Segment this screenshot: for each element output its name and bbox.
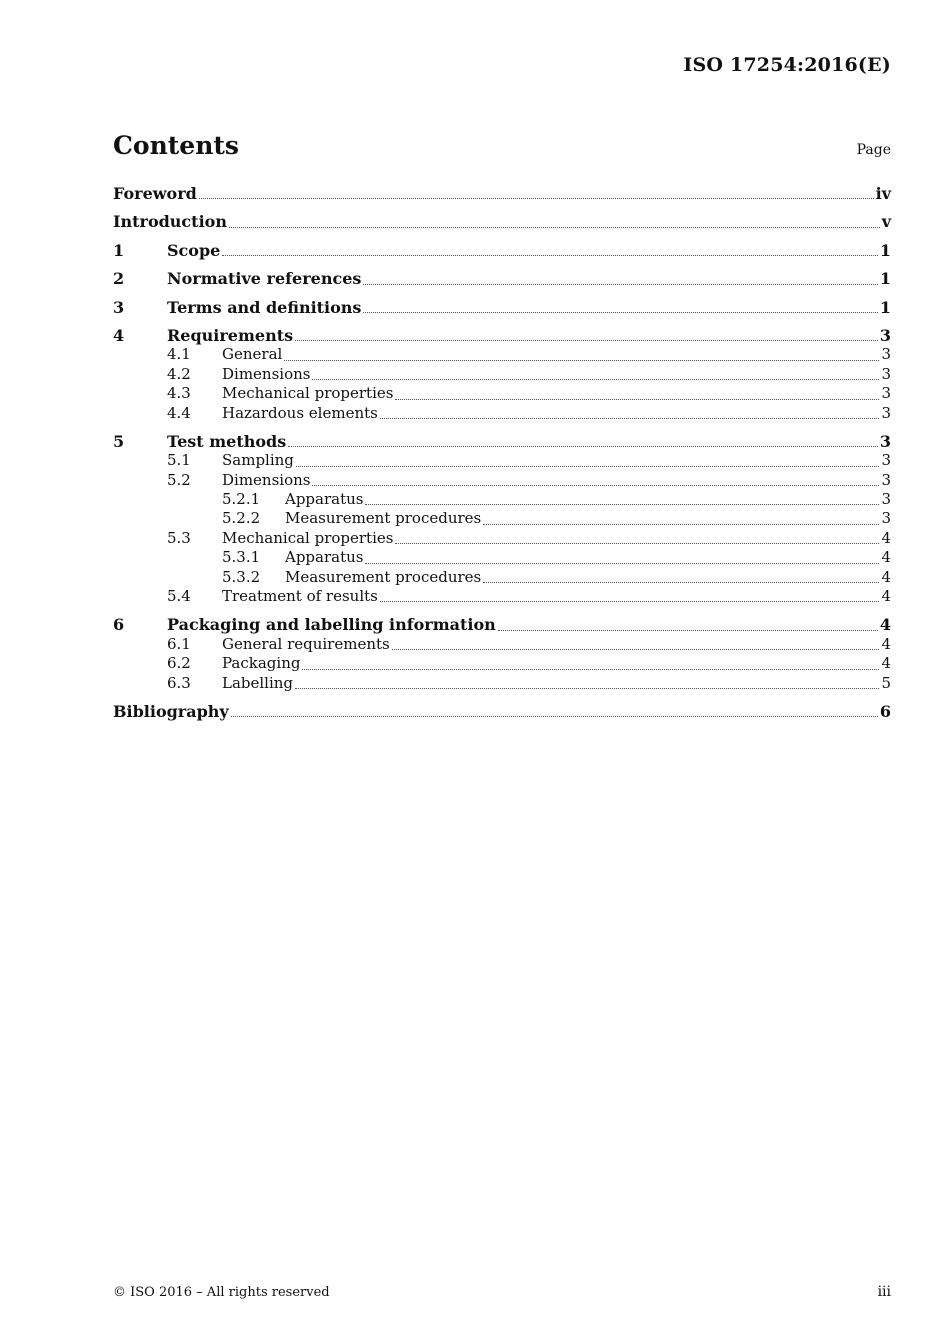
toc-entry-test-methods[interactable] (113, 432, 891, 451)
toc-entry-number: 5.3.2 (222, 567, 261, 586)
copyright-notice: © ISO 2016 – All rights reserved (113, 1285, 330, 1300)
toc-entry-title: Packaging (222, 654, 301, 673)
toc-entry-scope[interactable] (113, 241, 891, 260)
toc-entry-page: 1 (879, 269, 891, 289)
toc-dot-leader (288, 445, 878, 447)
toc-entry-page: 4 (881, 528, 891, 547)
toc-dot-leader (365, 503, 879, 505)
toc-entry-number: 1 (113, 240, 125, 260)
toc-entry-page: 3 (881, 364, 891, 383)
toc-entry-title: Dimensions (222, 470, 311, 489)
toc-dot-leader (363, 311, 877, 313)
toc-dot-leader (498, 629, 878, 631)
toc-entry-packaging-and-labelling-information[interactable] (113, 615, 891, 634)
toc-entry-hazardous-elements[interactable] (113, 404, 891, 423)
toc-entry-normative-references[interactable] (113, 269, 891, 288)
toc-dot-leader (395, 398, 879, 400)
toc-entry-number: 6 (113, 615, 125, 635)
toc-entry-packaging[interactable] (113, 654, 891, 673)
toc-dot-leader (312, 378, 879, 380)
toc-entry-title: Apparatus (285, 548, 364, 567)
toc-entry-page: 4 (881, 548, 891, 567)
toc-dot-leader (363, 283, 877, 285)
toc-entry-page: 1 (879, 297, 891, 317)
toc-entry-page: 3 (881, 345, 891, 364)
toc-entry-measurement-procedures[interactable] (113, 509, 891, 528)
toc-entry-foreword[interactable] (113, 184, 891, 203)
toc-dot-leader (302, 668, 879, 670)
toc-dot-leader (380, 600, 880, 602)
page-column-label: Page (856, 142, 891, 158)
toc-entry-page: 6 (879, 701, 891, 721)
toc-entry-title: Dimensions (222, 364, 311, 383)
toc-dot-leader (395, 542, 879, 544)
toc-dot-leader (312, 484, 879, 486)
toc-entry-general[interactable] (113, 345, 891, 364)
toc-entry-number: 5 (113, 431, 125, 451)
toc-entry-page: 1 (879, 240, 891, 260)
toc-entry-title: Test methods (167, 431, 287, 451)
toc-entry-labelling[interactable] (113, 674, 891, 693)
toc-dot-leader (295, 339, 878, 341)
toc-dot-leader (199, 197, 874, 199)
toc-entry-page: 3 (879, 431, 891, 451)
toc-dot-leader (483, 581, 879, 583)
page-number: iii (877, 1284, 891, 1300)
toc-entry-number: 4.1 (167, 345, 191, 364)
toc-entry-number: 3 (113, 297, 125, 317)
toc-entry-treatment-of-results[interactable] (113, 587, 891, 606)
toc-entry-title: Introduction (113, 212, 227, 232)
toc-entry-dimensions[interactable] (113, 471, 891, 490)
toc-entry-page: 4 (881, 567, 891, 586)
toc-entry-number: 5.4 (167, 587, 191, 606)
toc-entry-number: 4.2 (167, 364, 191, 383)
toc-entry-number: 5.3 (167, 528, 191, 547)
document-id: ISO 17254:2016(E) (683, 54, 891, 76)
toc-entry-title: Packaging and labelling information (167, 615, 496, 635)
toc-entry-sampling[interactable] (113, 451, 891, 470)
toc-entry-title: Measurement procedures (285, 567, 482, 586)
toc-entry-title: Bibliography (113, 701, 229, 721)
toc-entry-title: General requirements (222, 634, 390, 653)
toc-entry-number: 5.2 (167, 470, 191, 489)
toc-entry-mechanical-properties[interactable] (113, 529, 891, 548)
toc-entry-page: 4 (881, 634, 891, 653)
toc-entry-dimensions[interactable] (113, 365, 891, 384)
toc-entry-number: 4.4 (167, 403, 191, 422)
toc-entry-title: Mechanical properties (222, 528, 394, 547)
toc-entry-terms-and-definitions[interactable] (113, 298, 891, 317)
toc-entry-apparatus[interactable] (113, 490, 891, 509)
toc-entry-number: 5.2.1 (222, 490, 261, 509)
toc-dot-leader (380, 417, 880, 419)
toc-entry-page: v (881, 212, 891, 232)
toc-entry-number: 2 (113, 269, 125, 289)
toc-entry-page: 3 (881, 403, 891, 422)
toc-entry-page: 3 (881, 470, 891, 489)
toc-entry-title: Foreword (113, 184, 197, 203)
toc-dot-leader (295, 687, 879, 689)
toc-entry-number: 6.3 (167, 673, 191, 692)
toc-dot-leader (222, 254, 878, 256)
toc-entry-title: General (222, 345, 283, 364)
toc-entry-page: 4 (879, 615, 891, 635)
toc-dot-leader (296, 465, 880, 467)
toc-entry-page: 3 (881, 509, 891, 528)
toc-entry-apparatus[interactable] (113, 548, 891, 567)
toc-entry-title: Mechanical properties (222, 384, 394, 403)
toc-entry-number: 6.2 (167, 654, 191, 673)
toc-entry-page: 5 (881, 673, 891, 692)
toc-dot-leader (365, 562, 879, 564)
toc-entry-title: Normative references (167, 269, 362, 289)
toc-entry-introduction[interactable] (113, 212, 891, 231)
toc-entry-requirements[interactable] (113, 326, 891, 345)
contents-title: Contents (113, 131, 240, 160)
toc-entry-number: 4 (113, 325, 125, 345)
toc-entry-number: 5.1 (167, 451, 191, 470)
toc-entry-measurement-procedures[interactable] (113, 568, 891, 587)
toc-dot-leader (483, 523, 879, 525)
toc-dot-leader (231, 715, 878, 717)
toc-entry-page: 4 (881, 587, 891, 606)
toc-entry-page: 3 (879, 325, 891, 345)
toc-entry-title: Sampling (222, 451, 294, 470)
toc-entry-number: 6.1 (167, 634, 191, 653)
toc-entry-page: 3 (881, 490, 891, 509)
toc-entry-page: 3 (881, 451, 891, 470)
toc-entry-page: 3 (881, 384, 891, 403)
toc-entry-title: Hazardous elements (222, 403, 378, 422)
toc-entry-general-requirements[interactable] (113, 635, 891, 654)
toc-entry-page: iv (875, 184, 891, 203)
toc-entry-title: Measurement procedures (285, 509, 482, 528)
toc-entry-title: Labelling (222, 673, 294, 692)
toc-entry-number: 5.2.2 (222, 509, 261, 528)
toc-entry-number: 5.3.1 (222, 548, 261, 567)
toc-entry-number: 4.3 (167, 384, 191, 403)
toc-dot-leader (229, 226, 880, 228)
toc-entry-title: Requirements (167, 325, 294, 345)
toc-entry-bibliography[interactable] (113, 702, 891, 721)
toc-entry-title: Scope (167, 240, 221, 260)
toc-entry-title: Treatment of results (222, 587, 378, 606)
toc-dot-leader (284, 359, 879, 361)
toc-entry-title: Terms and definitions (167, 297, 362, 317)
toc-entry-title: Apparatus (285, 490, 364, 509)
toc-dot-leader (392, 648, 880, 650)
toc-entry-page: 4 (881, 654, 891, 673)
toc-entry-mechanical-properties[interactable] (113, 384, 891, 403)
table-of-contents (113, 184, 891, 721)
